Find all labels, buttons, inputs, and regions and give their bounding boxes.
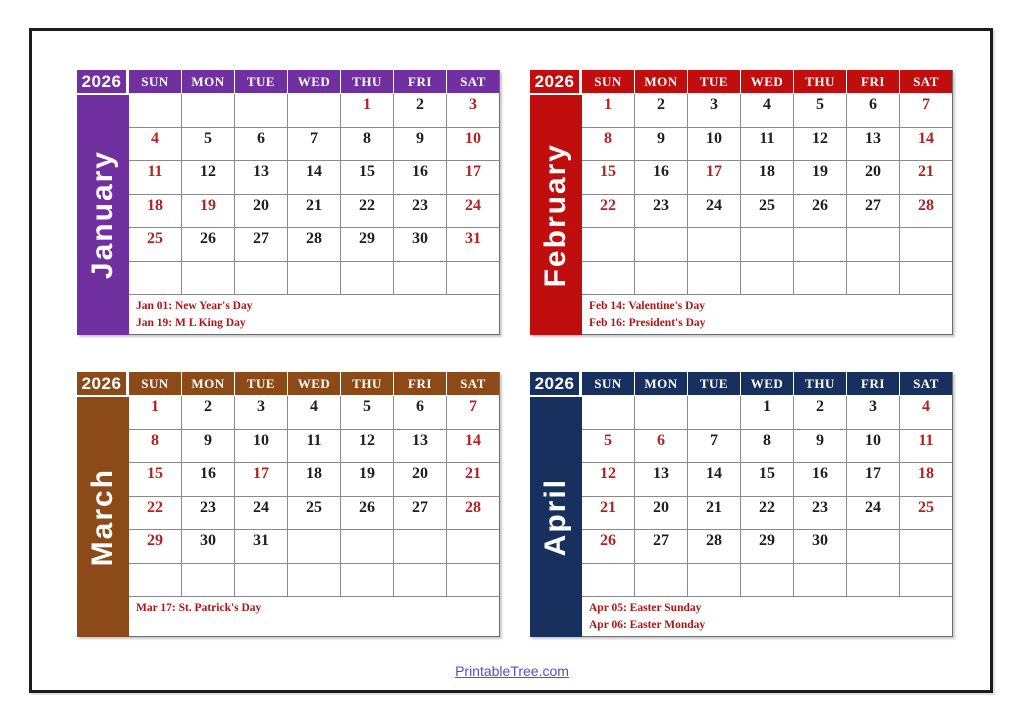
day-cell (394, 262, 447, 295)
year-label: 2026 (77, 372, 126, 395)
day-cell (288, 530, 341, 563)
weekday-header: FRI (394, 372, 447, 395)
weekday-header: SAT (913, 375, 939, 391)
day-cell (635, 396, 688, 429)
day-cell: 17 (688, 161, 741, 194)
month-name: January (86, 150, 119, 280)
day-cell (847, 564, 900, 597)
day-cell: 8 (741, 430, 794, 463)
day-cell: 27 (394, 497, 447, 530)
weekday-header: THU (341, 70, 394, 93)
holiday-note: Feb 14: Valentine's Day (589, 300, 705, 312)
month-table (129, 70, 500, 335)
week-row (582, 396, 952, 430)
day-cell: 11 (741, 128, 794, 161)
day-cell: 27 (635, 530, 688, 563)
day-cell: 5 (582, 430, 635, 463)
day-cell: 20 (235, 195, 288, 228)
day-cell (447, 262, 499, 295)
weeks-grid (129, 396, 499, 597)
day-cell (341, 564, 394, 597)
day-cell: 14 (688, 463, 741, 496)
day-cell: 3 (847, 396, 900, 429)
day-cell: 26 (582, 530, 635, 563)
day-cell (582, 262, 635, 295)
weekday-header: SUN (582, 70, 635, 93)
holiday-note: Apr 06: Easter Monday (589, 618, 706, 631)
weekday-header-row (582, 70, 952, 94)
month-name-band (530, 95, 582, 335)
weekday-header: WED (288, 70, 341, 93)
day-cell (847, 530, 900, 563)
day-cell: 18 (288, 463, 341, 496)
day-cell (341, 262, 394, 295)
weekday-header: THU (794, 70, 847, 93)
day-cell: 13 (394, 430, 447, 463)
day-cell (235, 262, 288, 295)
day-cell (688, 228, 741, 261)
day-cell (688, 262, 741, 295)
day-cell (794, 262, 847, 295)
year-label: 2026 (77, 70, 126, 93)
day-cell: 15 (129, 463, 182, 496)
day-cell: 6 (847, 94, 900, 127)
day-cell: 24 (235, 497, 288, 530)
day-cell: 22 (741, 497, 794, 530)
day-cell: 11 (129, 161, 182, 194)
holiday-notes (129, 295, 499, 334)
day-cell: 21 (918, 163, 934, 180)
weekday-header: SUN (129, 70, 182, 93)
day-cell: 16 (182, 463, 235, 496)
day-cell (741, 228, 794, 261)
day-cell: 7 (288, 128, 341, 161)
day-cell (235, 94, 288, 127)
day-cell: 20 (394, 463, 447, 496)
day-cell (394, 564, 447, 597)
day-cell: 11 (288, 430, 341, 463)
day-cell: 15 (341, 161, 394, 194)
day-cell: 4 (922, 398, 930, 415)
week-row (129, 463, 499, 497)
day-cell: 24 (847, 497, 900, 530)
day-cell: 12 (794, 128, 847, 161)
day-cell: 27 (235, 228, 288, 261)
day-cell: 16 (394, 161, 447, 194)
day-cell: 2 (182, 396, 235, 429)
day-cell: 27 (847, 195, 900, 228)
calendar-april (530, 372, 953, 637)
day-cell: 13 (847, 128, 900, 161)
week-row (582, 195, 952, 229)
month-name-band (77, 95, 129, 335)
day-cell: 2 (394, 94, 447, 127)
day-cell: 30 (394, 228, 447, 261)
month-name: April (539, 477, 572, 557)
day-cell: 22 (341, 195, 394, 228)
day-cell: 26 (794, 195, 847, 228)
day-cell: 30 (794, 530, 847, 563)
day-cell (447, 564, 499, 597)
day-cell (635, 262, 688, 295)
day-cell: 22 (129, 497, 182, 530)
holiday-note: Jan 19: M L King Day (136, 316, 246, 329)
day-cell: 21 (688, 497, 741, 530)
day-cell: 9 (394, 128, 447, 161)
week-row (582, 161, 952, 195)
month-strip (530, 372, 582, 637)
month-name-band (530, 397, 582, 637)
weekday-header: TUE (688, 372, 741, 395)
weekday-header: MON (182, 372, 235, 395)
week-row (129, 94, 499, 128)
day-cell: 25 (288, 497, 341, 530)
day-cell (688, 564, 741, 597)
holiday-notes (582, 295, 952, 334)
weekday-header: SUN (129, 372, 182, 395)
weekday-header-row (582, 372, 952, 396)
day-cell: 20 (847, 161, 900, 194)
day-cell: 28 (918, 196, 934, 214)
weekday-header: TUE (235, 70, 288, 93)
day-cell: 17 (847, 463, 900, 496)
day-cell: 9 (635, 128, 688, 161)
day-cell (794, 564, 847, 597)
weekday-header-row (129, 70, 499, 94)
weekday-header: THU (794, 372, 847, 395)
day-cell: 10 (688, 128, 741, 161)
day-cell (688, 396, 741, 429)
day-cell: 4 (129, 128, 182, 161)
weekday-header: FRI (847, 70, 900, 93)
day-cell (847, 262, 900, 295)
day-cell: 16 (794, 463, 847, 496)
day-cell (182, 262, 235, 295)
weekday-header: FRI (394, 70, 447, 93)
day-cell: 29 (341, 228, 394, 261)
day-cell (129, 564, 182, 597)
day-cell: 1 (129, 396, 182, 429)
week-row (129, 430, 499, 464)
day-cell: 14 (288, 161, 341, 194)
day-cell: 28 (688, 530, 741, 563)
calendar-january (77, 70, 500, 335)
week-row (582, 228, 952, 262)
day-cell (129, 262, 182, 295)
day-cell: 7 (688, 430, 741, 463)
day-cell: 18 (741, 161, 794, 194)
week-row (129, 161, 499, 195)
month-strip (530, 70, 582, 335)
week-row (582, 94, 952, 128)
weekday-header: SAT (913, 73, 939, 89)
week-row (129, 195, 499, 229)
week-row (582, 497, 952, 531)
holiday-note: Apr 05: Easter Sunday (589, 602, 702, 614)
week-row (582, 128, 952, 162)
week-row (129, 396, 499, 430)
day-cell: 2 (794, 396, 847, 429)
day-cell: 29 (129, 530, 182, 563)
week-row (582, 262, 952, 296)
day-cell (582, 564, 635, 597)
weekday-header: MON (635, 70, 688, 93)
day-cell (582, 228, 635, 261)
day-cell: 12 (582, 463, 635, 496)
month-strip (77, 372, 129, 637)
holiday-notes (129, 597, 499, 636)
weeks-grid (582, 396, 952, 597)
day-cell: 19 (794, 161, 847, 194)
day-cell: 23 (182, 497, 235, 530)
calendar-february (530, 70, 953, 335)
day-cell: 17 (465, 163, 481, 180)
day-cell: 6 (635, 430, 688, 463)
day-cell: 3 (235, 396, 288, 429)
weekday-header: WED (741, 70, 794, 93)
day-cell: 19 (182, 195, 235, 228)
day-cell (582, 396, 635, 429)
day-cell: 7 (469, 398, 477, 415)
week-row (582, 430, 952, 464)
day-cell: 5 (182, 128, 235, 161)
day-cell: 10 (235, 430, 288, 463)
day-cell: 4 (288, 396, 341, 429)
month-table (582, 372, 953, 637)
week-row (582, 564, 952, 598)
day-cell: 23 (794, 497, 847, 530)
month-name-band (77, 397, 129, 637)
day-cell: 13 (235, 161, 288, 194)
day-cell (900, 564, 952, 597)
day-cell (794, 228, 847, 261)
week-row (129, 564, 499, 598)
day-cell: 1 (741, 396, 794, 429)
day-cell: 8 (582, 128, 635, 161)
day-cell: 24 (688, 195, 741, 228)
day-cell: 1 (341, 94, 394, 127)
day-cell: 19 (341, 463, 394, 496)
month-table (129, 372, 500, 637)
day-cell (900, 530, 952, 563)
month-table (582, 70, 953, 335)
day-cell: 4 (741, 94, 794, 127)
month-strip (77, 70, 129, 335)
week-row (129, 228, 499, 262)
month-name: February (539, 142, 572, 288)
day-cell (635, 564, 688, 597)
year-label: 2026 (530, 372, 579, 395)
day-cell: 3 (688, 94, 741, 127)
day-cell: 6 (394, 396, 447, 429)
year-label: 2026 (530, 70, 579, 93)
holiday-note: Mar 17: St. Patrick's Day (136, 602, 262, 614)
week-row (582, 463, 952, 497)
week-row (129, 128, 499, 162)
day-cell (288, 94, 341, 127)
day-cell (741, 262, 794, 295)
day-cell: 3 (469, 96, 477, 113)
calendar-march (77, 372, 500, 637)
day-cell: 24 (465, 196, 481, 214)
footer-link[interactable]: PrintableTree.com (455, 663, 569, 679)
day-cell: 29 (741, 530, 794, 563)
day-cell: 21 (465, 465, 481, 482)
weekday-header: WED (288, 372, 341, 395)
day-cell: 14 (465, 431, 481, 449)
day-cell: 16 (635, 161, 688, 194)
day-cell: 15 (741, 463, 794, 496)
month-name: March (86, 467, 119, 567)
day-cell: 25 (741, 195, 794, 228)
weekday-header: MON (182, 70, 235, 93)
day-cell (235, 564, 288, 597)
day-cell: 26 (341, 497, 394, 530)
day-cell: 23 (394, 195, 447, 228)
weekday-header-row (129, 372, 499, 396)
day-cell: 8 (129, 430, 182, 463)
weeks-grid (582, 94, 952, 295)
day-cell (182, 94, 235, 127)
weekday-header: THU (341, 372, 394, 395)
day-cell: 10 (465, 129, 481, 147)
day-cell: 12 (341, 430, 394, 463)
holiday-note: Jan 01: New Year's Day (136, 300, 253, 312)
day-cell: 15 (582, 161, 635, 194)
day-cell (741, 564, 794, 597)
day-cell: 14 (918, 129, 934, 147)
day-cell: 18 (918, 465, 934, 482)
holiday-note: Feb 16: President's Day (589, 316, 706, 329)
day-cell: 5 (341, 396, 394, 429)
day-cell: 17 (235, 463, 288, 496)
weekday-header: SAT (460, 375, 486, 391)
weekday-header: TUE (688, 70, 741, 93)
week-row (129, 530, 499, 564)
week-row (129, 262, 499, 296)
day-cell: 9 (794, 430, 847, 463)
day-cell: 28 (288, 228, 341, 261)
day-cell: 10 (847, 430, 900, 463)
weekday-header: SUN (582, 372, 635, 395)
day-cell: 30 (182, 530, 235, 563)
day-cell: 1 (582, 94, 635, 127)
day-cell: 2 (635, 94, 688, 127)
weekday-header: FRI (847, 372, 900, 395)
day-cell: 25 (129, 228, 182, 261)
day-cell: 7 (922, 96, 930, 113)
day-cell (341, 530, 394, 563)
day-cell: 5 (794, 94, 847, 127)
day-cell: 22 (582, 195, 635, 228)
day-cell (288, 564, 341, 597)
day-cell: 12 (182, 161, 235, 194)
day-cell: 25 (918, 498, 934, 516)
week-row (129, 497, 499, 531)
day-cell (182, 564, 235, 597)
weekday-header: SAT (460, 73, 486, 89)
day-cell: 31 (235, 530, 288, 563)
day-cell (900, 262, 952, 295)
day-cell: 31 (465, 230, 481, 247)
day-cell: 11 (918, 431, 934, 449)
day-cell: 8 (341, 128, 394, 161)
day-cell (635, 228, 688, 261)
day-cell (900, 228, 952, 261)
day-cell: 26 (182, 228, 235, 261)
weekday-header: MON (635, 372, 688, 395)
day-cell (288, 262, 341, 295)
day-cell: 20 (635, 497, 688, 530)
day-cell: 6 (235, 128, 288, 161)
day-cell: 18 (129, 195, 182, 228)
day-cell (847, 228, 900, 261)
holiday-notes (582, 597, 952, 636)
day-cell (394, 530, 447, 563)
week-row (582, 530, 952, 564)
weekday-header: TUE (235, 372, 288, 395)
day-cell: 21 (288, 195, 341, 228)
day-cell: 28 (465, 498, 481, 516)
day-cell (447, 530, 499, 563)
day-cell: 9 (182, 430, 235, 463)
weekday-header: WED (741, 372, 794, 395)
day-cell: 21 (582, 497, 635, 530)
day-cell: 23 (635, 195, 688, 228)
weeks-grid (129, 94, 499, 295)
day-cell: 13 (635, 463, 688, 496)
day-cell (129, 94, 182, 127)
